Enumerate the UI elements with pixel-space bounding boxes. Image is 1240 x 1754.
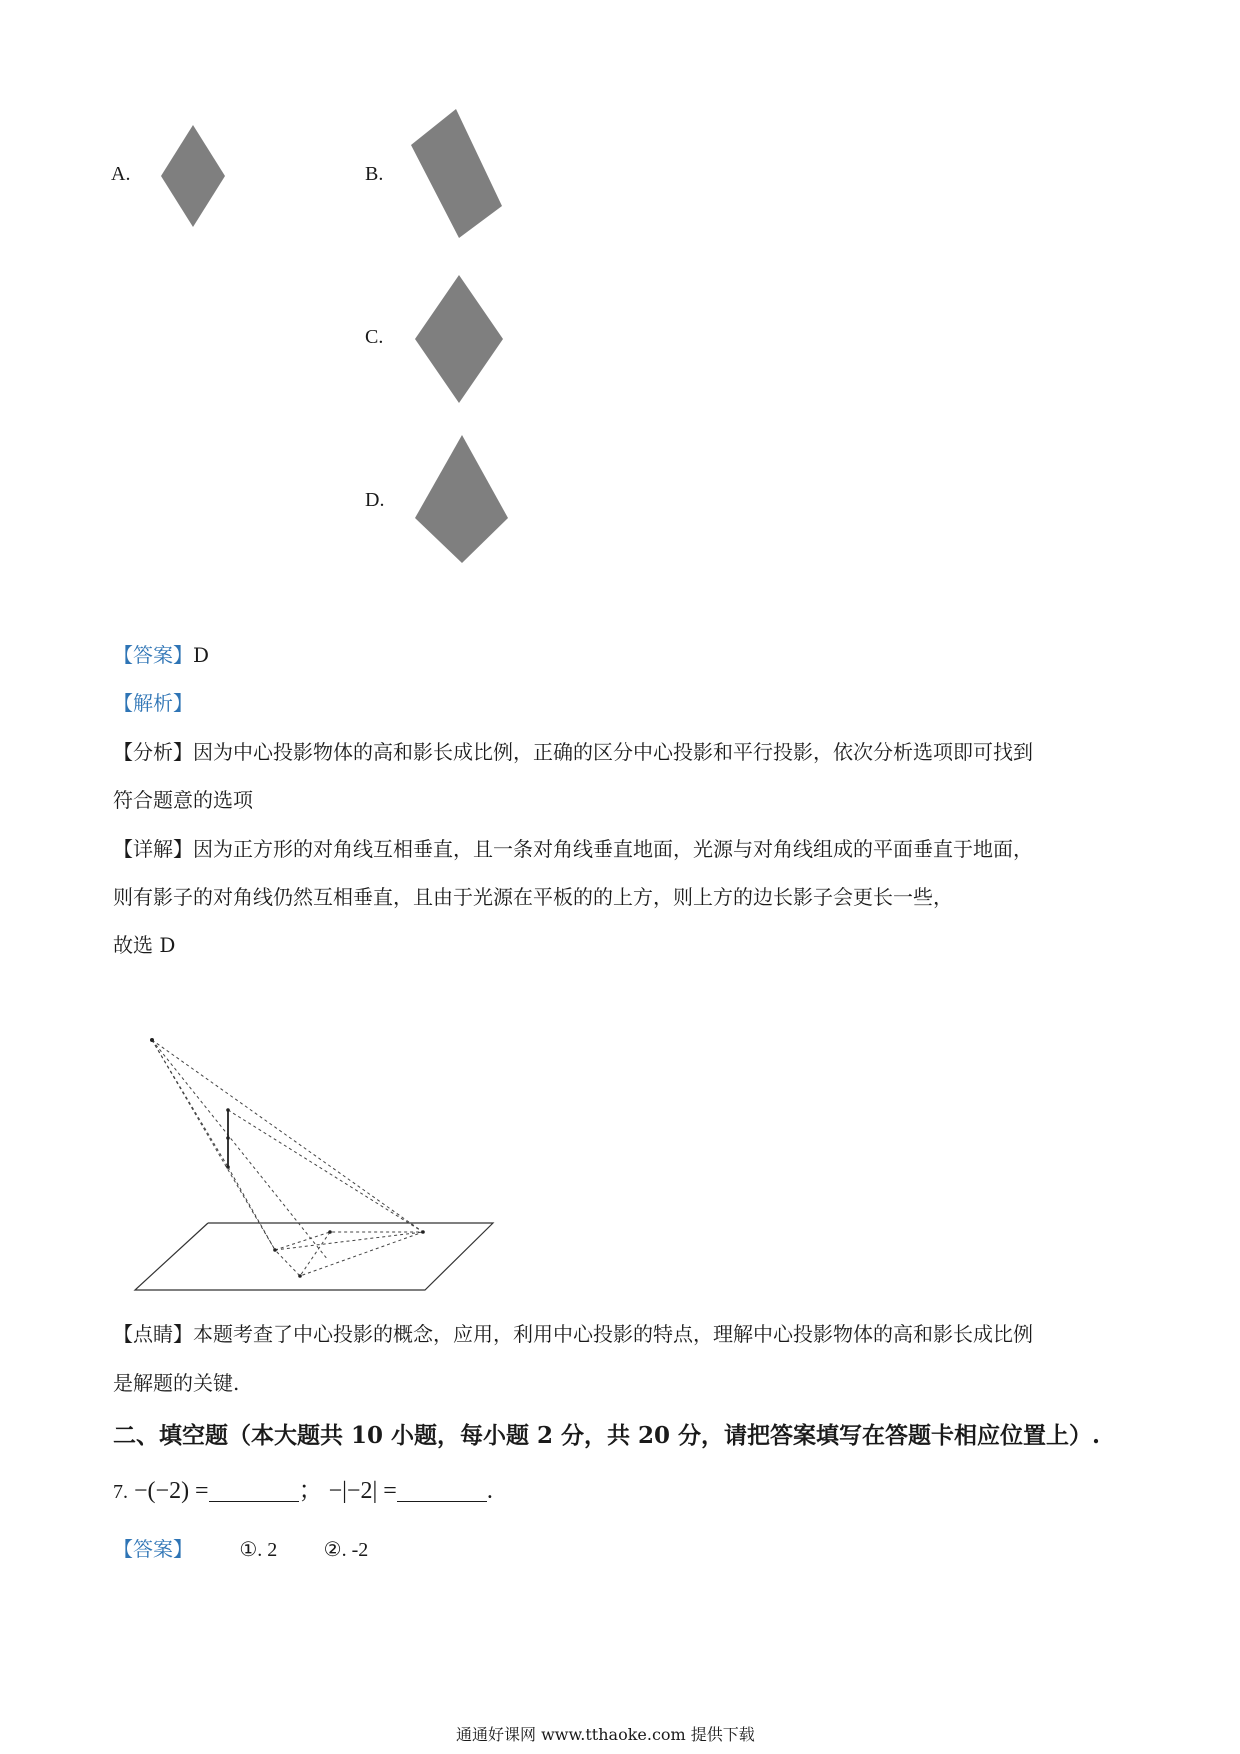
option-b-shape-main <box>411 109 502 238</box>
q7-answer-line <box>113 1535 368 1564</box>
shadow-quad <box>275 1232 423 1276</box>
dianjing-line-1 <box>113 1320 1033 1348</box>
shadow-diag-2 <box>300 1232 330 1276</box>
shadow-diag-1 <box>275 1232 423 1250</box>
footer-source: 通通好课网 www.tthaoke.com 提供下载 <box>456 1725 755 1744</box>
fenxi-line-1 <box>113 738 1033 766</box>
xiangjie-line-2: 则有影子的对角线仍然互相垂直，且由于光源在平板的的上方，则上方的边长影子会更长一些， <box>113 885 953 909</box>
fenxi-text-1: 因为中心投影物体的高和影长成比例，正确的区分中心投影和平行投影，依次分析选项即可找到 <box>193 740 1033 764</box>
option-d-label: D. <box>365 489 385 511</box>
section-heading: 二、填空题（本大题共 10 小题，每小题 2 分，共 20 分，请把答案填写在答题卡相应位置上）. <box>113 1422 1101 1449</box>
q7-sep: ； <box>298 1478 323 1504</box>
option-d-shape <box>415 435 508 563</box>
answer-value: D <box>193 643 210 667</box>
fenxi-tag: 【分析】 <box>113 740 193 764</box>
ray-3 <box>152 1040 328 1260</box>
xiangjie-line-1 <box>113 835 1033 863</box>
q7-answer-1: ①. 2 <box>239 1539 278 1561</box>
answer-line <box>113 641 209 669</box>
dianjing-tag: 【点睛】 <box>113 1322 193 1346</box>
q7-expr-2: −|−2| = <box>328 1478 397 1504</box>
option-a-shape <box>161 125 225 227</box>
option-b-label: B. <box>365 163 384 185</box>
light-source <box>150 1038 154 1042</box>
q7-answer-tag: 【答案】 <box>113 1537 193 1561</box>
xiangjie-line-3: 故选 D <box>113 933 176 957</box>
q7-answer-2: ②. -2 <box>323 1539 369 1561</box>
ground-plane <box>135 1223 493 1290</box>
dianjing-line-2: 是解题的关键. <box>113 1371 240 1395</box>
xiangjie-text-1: 因为正方形的对角线互相垂直，且一条对角线垂直地面，光源与对角线组成的平面垂直于地面， <box>193 837 1033 861</box>
q7-end: . <box>486 1478 493 1504</box>
xiangjie-tag: 【详解】 <box>113 837 193 861</box>
analysis-tag: 【解析】 <box>113 691 193 715</box>
fenxi-line-2: 符合题意的选项 <box>113 788 253 812</box>
question-7 <box>113 1470 493 1505</box>
ray-1 <box>152 1040 423 1232</box>
q7-number: 7. <box>113 1481 128 1503</box>
option-a-label: A. <box>111 163 131 185</box>
option-c-shape <box>415 275 503 403</box>
option-c-label: C. <box>365 326 384 348</box>
answer-tag: 【答案】 <box>113 643 193 667</box>
projection-diagram <box>120 1020 500 1300</box>
ray-4 <box>152 1040 228 1167</box>
q7-expr-1: −(−2) = <box>134 1478 209 1504</box>
option-shapes <box>0 0 1240 600</box>
q7-blank-1[interactable] <box>209 1479 299 1502</box>
q7-blank-2[interactable] <box>397 1479 487 1502</box>
dianjing-text-1: 本题考查了中心投影的概念，应用，利用中心投影的特点，理解中心投影物体的高和影长成比例 <box>193 1322 1033 1346</box>
